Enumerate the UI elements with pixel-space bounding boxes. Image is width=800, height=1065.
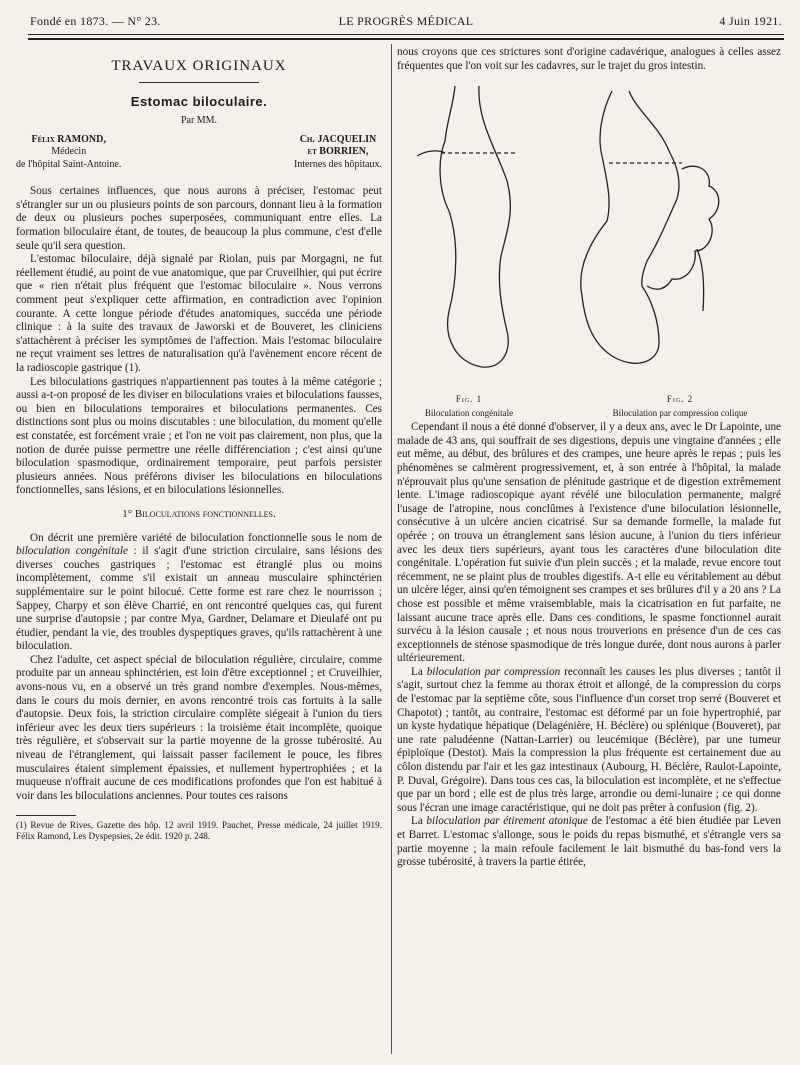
author-role: Médecin	[51, 146, 87, 158]
text-run: On décrit une première variété de biloculation fonctionnelle sous le nom de	[30, 531, 382, 544]
author-affiliation: de l'hôpital Saint-Antoine.	[16, 158, 122, 170]
italic-term: biloculation par compression	[426, 665, 561, 678]
paragraph	[397, 666, 781, 816]
figure-2-stomach	[581, 91, 719, 363]
byline: Par MM.	[180, 115, 218, 127]
figure-2-caption	[585, 393, 775, 420]
author-jacquelin	[294, 134, 382, 172]
subsection-heading: 1° Biloculations fonctionnelles.	[122, 507, 276, 520]
paragraph: nous croyons que ces strictures sont d'origine cadavérique, analogues à celles assez fréquentes que l'on voit sur les cadavres, sur le trajet du gros intestin.	[397, 46, 781, 72]
issue-date: 4 Juin 1921.	[719, 14, 782, 28]
paragraph: Cependant il nous a été donné d'observer, il y a deux ans, avec le Dr Lapointe, une malade de 43 ans, qui souffrait de ses digestions, depuis une vingtaine d'années ; elle eut même, au début, des brûlures et des crampes, une heure après le repas ; puis les phénomènes se calmèrent progressivement, et, à son entrée à l'hôpital, la malade n'éprouvait plus qu'une sensation de plénitude gastrique et de digestion extrêmement lente. L'image radioscopique ayant révélé une biloculation permanente, malgré l'usage de l'atropine, nous conclûmes à l'existence d'une biloculation lésionnelle, consécutive à un ulcère ancien cicatrisé. Sur sa demande formelle, la malade fut opérée ; on trouva un étranglement sans lésion aucune, à l'union du tiers inférieur avec les deux tiers supérieurs, ayant tous les caractères d'une biloculation dite congénitale. L'opération fut suivie d'un plein succès ; et la malade, revue encore tout récemment, ne se plaint plus de troubles digestifs. A-t elle eu véritablement au début un ulcère léger, ainsi qu'en témoignent ses crampes et ses brûlures d'il y a 20 ans ? La chose est possible et même vraisemblable, mais la cicatrisation en fut parfaite, ne laissant aucune trace après elle. Dans ces conditions, le spasme fonctionnel aurait survécu à la lésion causale ; et nous nous trouverions en présence d'un de ces cas exceptionnels de sténose spasmodique de très longue durée, dont nous aurons à parler ultérieurement.	[397, 421, 781, 665]
paragraph	[16, 532, 382, 654]
column-divider	[391, 44, 392, 1054]
figure-1-stomach	[417, 86, 515, 367]
section-title-rule	[139, 82, 259, 83]
footnote-rule	[16, 815, 76, 816]
figure-1-caption	[409, 393, 529, 420]
right-column	[397, 46, 781, 870]
caption-text: Biloculation par compression colique	[612, 407, 748, 418]
text-run: de l'estomac a été bien étudiée par Leven et Barret. L'estomac s'allonge, sous le poids du repas bismuthé, et s'étrangle vers sa partie moyenne ; la main refoule facilement le lait bismuthé du bas-fond vers la grosse tubérosité, à travers la partie étirée,	[397, 815, 781, 869]
running-header	[30, 14, 782, 34]
paragraph: L'estomac biloculaire, déjà signalé par Riolan, puis par Morgagni, ne fut réellement étudié, au point de vue anatomique, que par Cruveilhier, qui put écrire que « rien n'était plus fréquent que l'estomac biloculaire ». Nous verrons comment peut s'expliquer cette affirmation, en contradiction avec l'opinion courante. A cette longue période d'études anatomiques, succéda une période clinique : à la suite des travaux de Jaworski et de Bouveret, les cliniciens s'attachèrent à préciser les symptômes de l'affection. Mais l'estomac biloculaire ne reçut vraiment ses lettres de naturalisation qu'à l'avènement encore récent de la radioscopie gastrique (1).	[16, 253, 382, 374]
text-run: : il s'agit d'une striction circulaire, sans lésions des diverses couches gastriques ; l'estomac est étranglé plus ou moins incomplètement, comme s'il existait un anneau musculaire sphinctérien supplémentaire sur le point bilocué. Cette forme est rare chez le nourrisson ; Sappey, Charpy et son élève Charrié, en ont rencontré quelques cas, qui furent une surprise d'autopsie ; par contre Mya, Gardner, Delamare et Dieulafé ont pu étudier, pendant la vie, des troubles dyspeptiques graves, qu'ils rattachèrent à une biloculation.	[16, 545, 382, 653]
figure-number: Fig. 2	[666, 394, 694, 405]
author-affiliation: Internes des hôpitaux.	[293, 158, 382, 170]
article-title: Estomac biloculaire.	[130, 93, 268, 109]
figures	[397, 81, 781, 421]
text-run: reconnaît les causes les plus diverses ; tantôt il s'agit, surtout chez la femme au thorax étroit et allongé, de la compression du corps de l'estomac par la septième côte, sous l'influence d'un corset trop serré (Bouveret et Chapotot) ; tantôt, au contraire, l'estomac est déformé par un foie hypertrophié, par un kyste hydatique hépatique (Delagénière, H. Béclère) ou splénique (Bouveret), par une rate paludéenne (Nattan-Larrier) ou leucémique (Béclère), par une tumeur épiploïque (Destot). Mais la compression la plus fréquente est certainement due au côlon distendu par l'air et les gaz intestinaux (Aubourg, H. Béclère, Raulot-Lapointe, P. Duval, Grégoire). Dans tous ces cas, la biloculation est incomplète, et ne s'effectue que par un bord ; elle est de plus très large, arrondie ou demi-lunaire ; ce qui donne sous l'écran une image caractéristique, qui ne doit pas prêter à confusion (fig. 2).	[397, 665, 781, 814]
italic-term: biloculation congénitale	[16, 545, 128, 558]
author-name: Ch. JACQUELIN	[299, 133, 377, 145]
journal-title: LE PROGRÈS MÉDICAL	[338, 14, 474, 28]
stomach-figures-drawing	[397, 81, 781, 391]
paragraph: Les biloculations gastriques n'appartiennent pas toutes à la même catégorie ; aussi a-t-on proposé de les diviser en biloculations vraies et biloculations fausses, ou bien en biloculations temporaires et biloculations permanentes. Ces distinctions sont plus ou moins discutables : une biloculation, du moment qu'elle est constatée, est forcément vraie ; et l'on ne voit pas clairement, non plus, que la notion de durée puisse permettre une réelle différenciation ; c'est ainsi qu'une biloculation spasmodique, ordinairement temporaire, peut parfois persister plusieurs années. Nous préférons diviser les biloculations en biloculations fonctionnelles, sans lésions, et en biloculations lésionnelles.	[16, 375, 382, 497]
header-rule-thick	[28, 38, 784, 40]
left-column	[16, 50, 382, 842]
footnote: (1) Revue de Rives, Gazette des hôp. 12 avril 1919. Pauchet, Presse médicale, 24 juillet 1919. Félix Ramond, Les Dyspepsies, 2e édit. 1920 p. 248.	[16, 820, 382, 842]
section-title: TRAVAUX ORIGINAUX	[111, 58, 287, 74]
paragraph: Chez l'adulte, cet aspect spécial de biloculation régulière, circulaire, comme produite par un anneau sphinctérien, est loin d'être exceptionnel ; et Cruveilhier, avons-nous vu, en a observé un très grand nombre d'exemples. Nous-mêmes, dans le cours du mois dernier, en avons rencontré trois cas fortuits à la salle d'autopsie. Deux fois, la striction circulaire complète siégeait à l'union du tiers inférieur avec les deux tiers supérieurs : la troisième était incomplète, quoique très régulière, et s'observait sur la partie moyenne de la grosse tubérosité. Au niveau de l'étranglement, qui laissait passer facilement le pouce, les fibres musculaires étaient simplement épaissies, et nullement hypertrophiées ; et la muqueuse n'offrait aucune de ces modifications profondes que l'on est habitué à voir dans les biloculations anciennes. Pour toutes ces raisons	[16, 653, 382, 802]
author-name: et BORRIEN,	[307, 146, 369, 158]
authors	[16, 134, 382, 172]
header-founded: Fondé en 1873. — N° 23.	[30, 14, 161, 28]
author-name: Félix RAMOND,	[31, 133, 106, 145]
figure-number: Fig. 1	[455, 394, 483, 405]
header-rule	[28, 34, 784, 35]
italic-term: biloculation par étirement atonique	[426, 815, 588, 828]
paragraph	[397, 815, 781, 869]
text-run: La	[411, 665, 427, 678]
text-run: La	[411, 815, 427, 828]
caption-text: Biloculation congénitale	[424, 407, 514, 418]
paragraph: Sous certaines influences, que nous aurons à préciser, l'estomac peut s'étrangler sur un ou plusieurs points de son parcours, donnant lieu à la formation de deux ou plusieurs poches superposées, communiquant entre elles. La formation biloculaire étant, de toutes, de beaucoup la plus commune, c'est d'elle seule qu'il sera question.	[16, 185, 382, 252]
author-ramond	[16, 134, 121, 172]
